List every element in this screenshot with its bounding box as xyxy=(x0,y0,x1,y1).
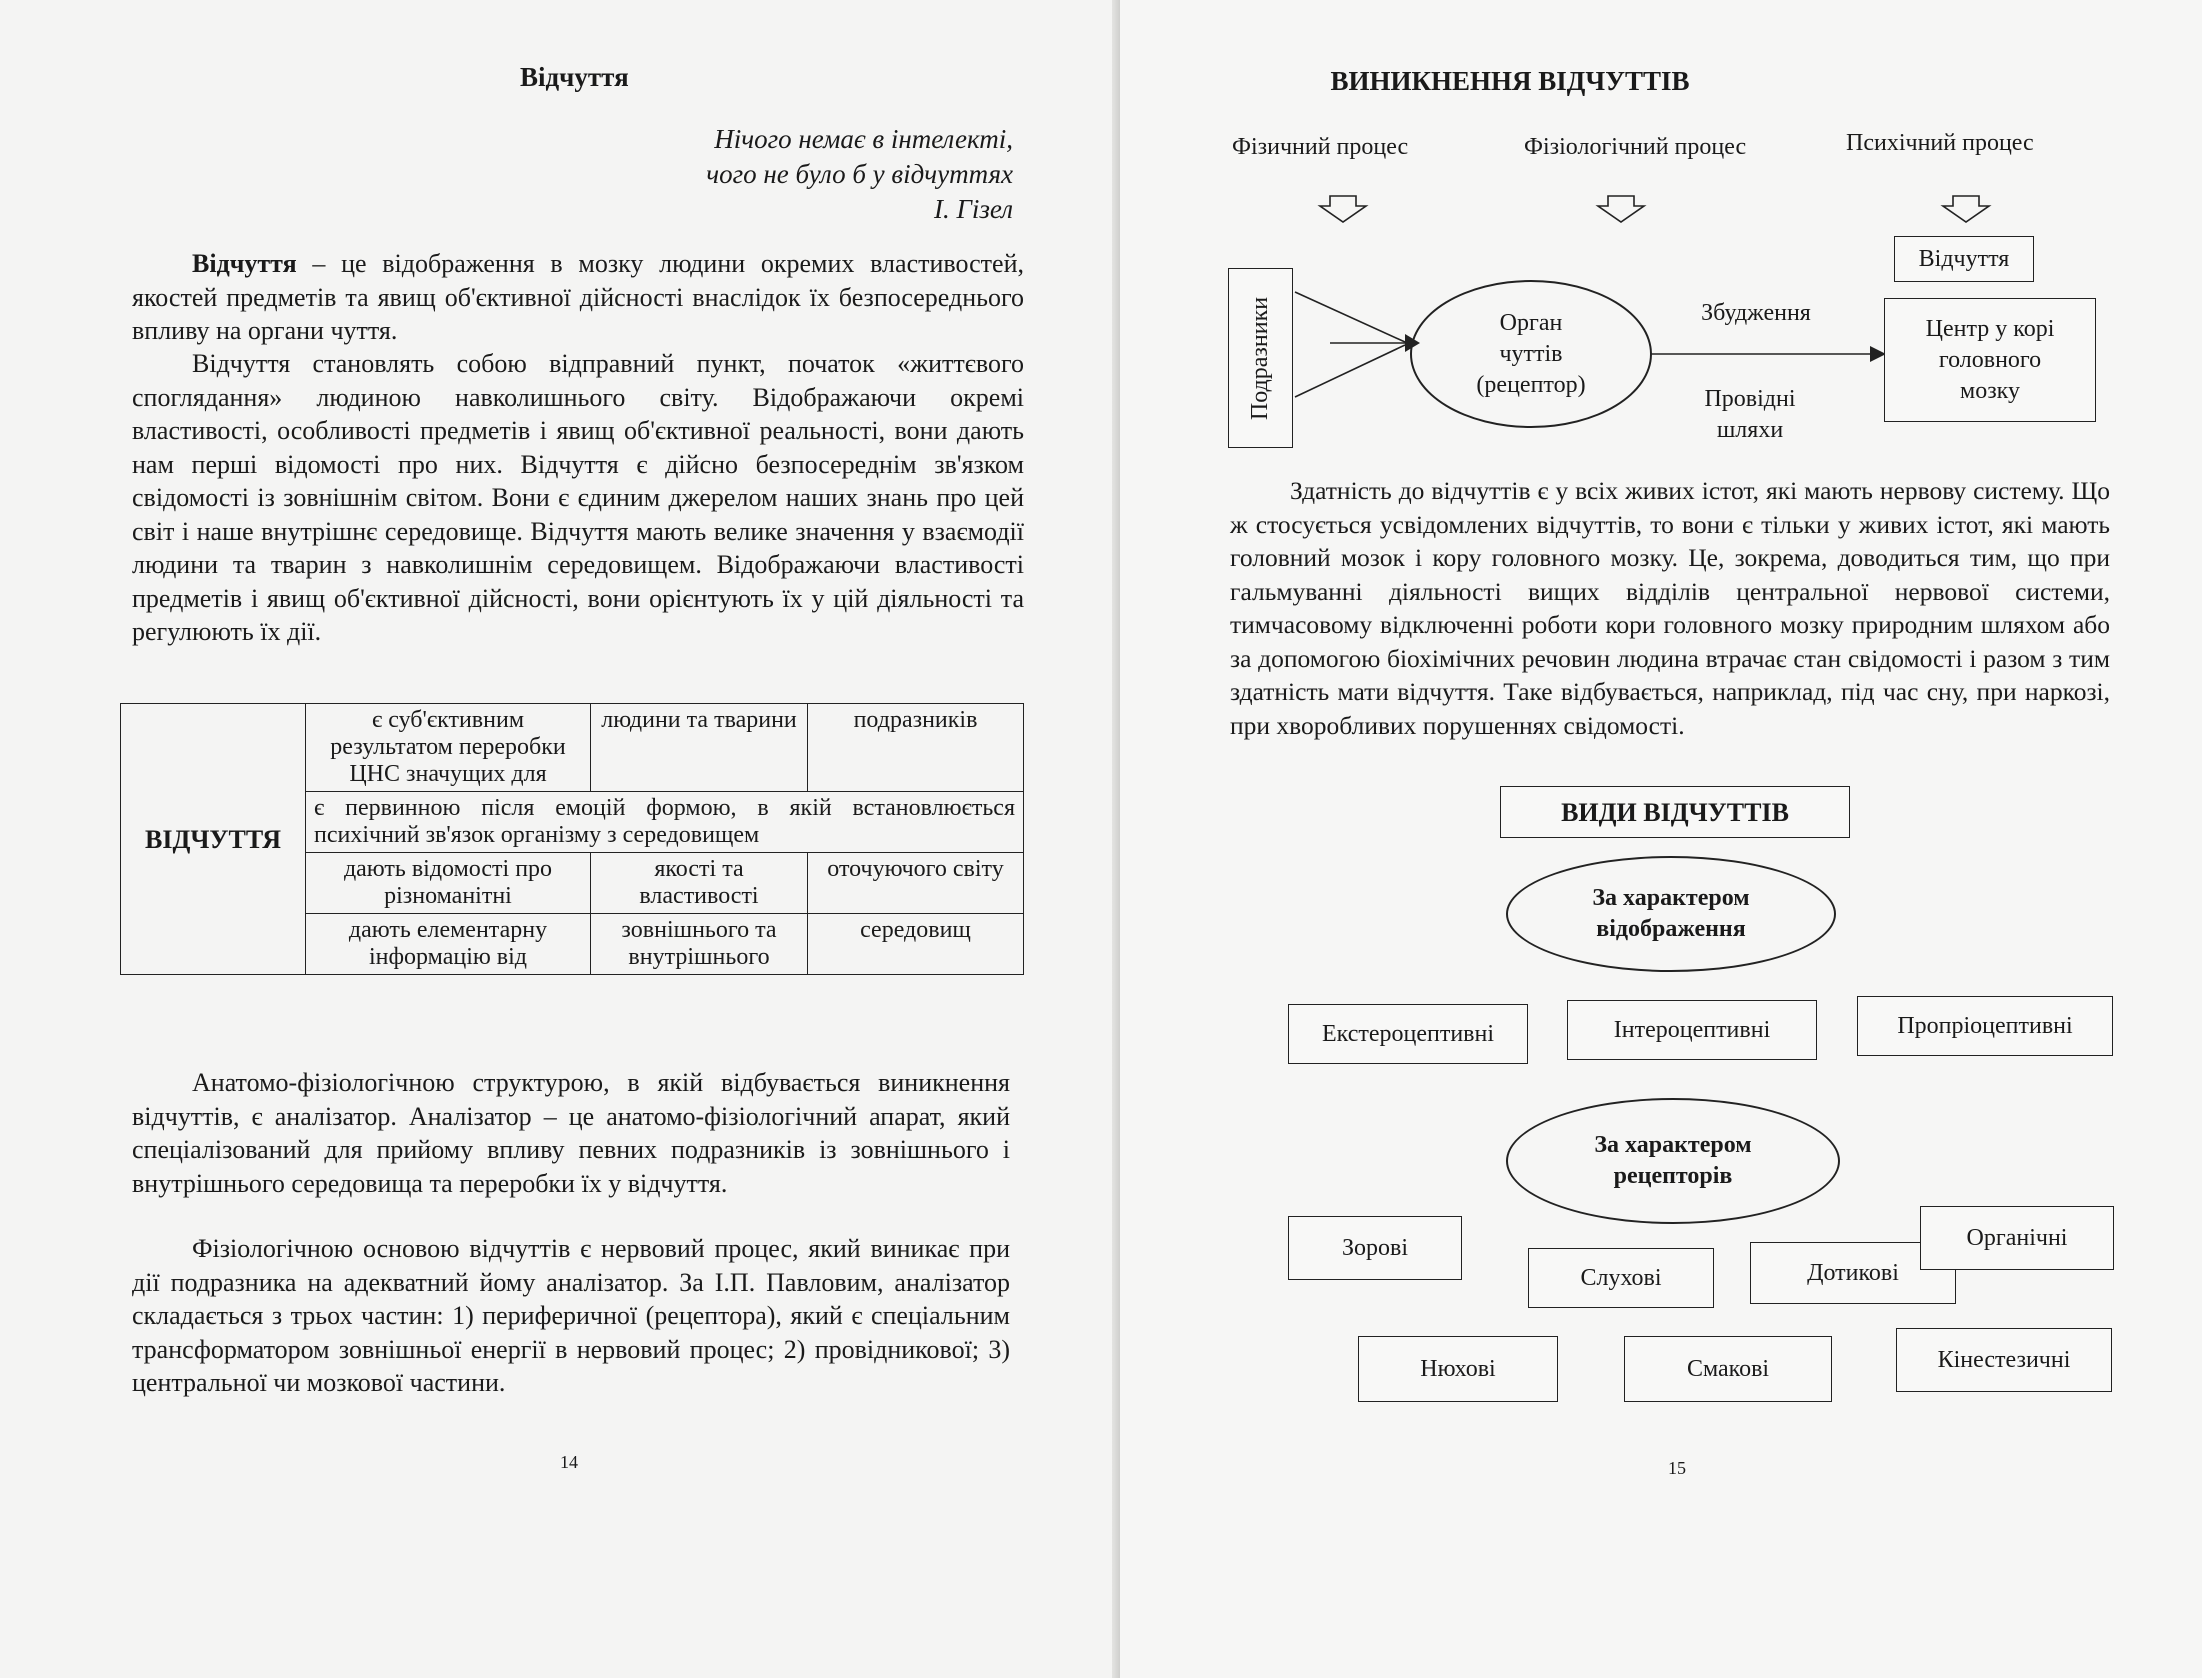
section-title: ВИНИКНЕННЯ ВІДЧУТТІВ xyxy=(1330,66,1690,96)
cortex-box xyxy=(1884,298,2096,422)
receptors-ellipse xyxy=(1506,1098,1840,1224)
ellipse-label: рецепторів xyxy=(1613,1163,1733,1189)
sensation-box: Відчуття xyxy=(1894,236,2034,282)
down-arrow-icon xyxy=(1320,196,1366,222)
ellipse-label: За характером xyxy=(1594,1132,1752,1158)
page-number: 15 xyxy=(1668,1458,1686,1478)
reflection-ellipse xyxy=(1506,856,1836,972)
ellipse-label: За характером xyxy=(1592,885,1750,911)
pathways-line: шляхи xyxy=(1716,417,1784,443)
organ-ellipse xyxy=(1410,280,1652,428)
organ-label: (рецептор) xyxy=(1476,371,1586,398)
page-number: 14 xyxy=(560,1452,578,1472)
epigraph-line: чого не було б у відчуттях xyxy=(706,159,1013,189)
type-box: Смакові xyxy=(1624,1336,1832,1402)
organ-label: чуттів xyxy=(1499,340,1563,367)
cortex-label: головного xyxy=(1938,346,2042,373)
process-label: Фізичний процес xyxy=(1232,134,1409,160)
epigraph-line: Нічого немає в інтелекті, xyxy=(714,124,1013,154)
definition-text: – це відображення в мозку людини окремих властивостей, якостей предметів та явищ об'єктивної дійсності внаслідок їх безпосереднього впливу на органи чуття. xyxy=(132,249,1024,345)
epigraph-author: І. Гізел xyxy=(934,194,1013,224)
stimuli-box xyxy=(1228,268,1293,448)
table-cell: дають елементарну інформацію від xyxy=(306,914,591,975)
term: Відчуття xyxy=(192,249,297,278)
process-label: Фізіологічний процес xyxy=(1524,134,1747,160)
right-page xyxy=(1120,0,2202,1678)
cortex-label: мозку xyxy=(1960,377,2020,404)
table-head-cell: ВІДЧУТТЯ xyxy=(121,704,306,975)
epigraph xyxy=(453,122,1013,227)
table-cell: середовищ xyxy=(808,914,1024,975)
table-cell: дають відомості про різноманітні xyxy=(306,853,591,914)
body-paragraph: Відчуття становлять собою відправний пункт, початок «життєвого споглядання» людиною навколишнього світу. Відображаючи окремі властивості, особливості предметів і явищ об'єктивної реальності, вони дають нам перші відомості про них. Відчуття є дійсно безпосереднім зв'язком свідомості із зовнішнім світом. Вони є єдиним джерелом наших знань про цей світ і наше внутрішнє середовище. Відчуття мають велике значення у взаємодії людини та тварин з навколишнім середовищем. Відображаючи властивості предметів і явищ об'єктивної дійсності, вони орієнтують їх у цій діяльності та регулюють їх дії. xyxy=(132,349,1024,646)
type-box: Органічні xyxy=(1920,1206,2114,1270)
table-cell: подразників xyxy=(808,704,1024,792)
down-arrow-icon xyxy=(1598,196,1644,222)
cortex-label: Центр у корі xyxy=(1925,315,2055,342)
type-box: Зорові xyxy=(1288,1216,1462,1280)
table-cell: є суб'єктивним результатом переробки ЦНС значущих для xyxy=(306,704,591,792)
pathways-line: Провідні xyxy=(1704,386,1796,412)
table-cell: зовнішнього та внутрішнього xyxy=(591,914,808,975)
page-title: Відчуття xyxy=(520,62,629,92)
table-cell: людини та тварини xyxy=(591,704,808,792)
type-box: Інтероцептивні xyxy=(1567,1000,1817,1060)
type-box: Екстероцептивні xyxy=(1288,1004,1528,1064)
body-paragraph: Фізіологічною основою відчуттів є нервовий процес, який виникає при дії подразника на адекватний йому аналізатор. За І.П. Павловим, аналізатор складається з трьох частин: 1) периферичної (рецептора), який є спеціальним трансформатором зовнішньої енергії в нервовий процес; 2) провідникової; 3) центральної чи мозкової частини. xyxy=(132,1234,1010,1397)
stimuli-label: Подразники xyxy=(1247,296,1273,420)
definition-paragraph xyxy=(132,247,1024,348)
types-title-box: ВИДИ ВІДЧУТТІВ xyxy=(1500,786,1850,838)
down-arrow-icon xyxy=(1943,196,1989,222)
type-box: Кінестезичні xyxy=(1896,1328,2112,1392)
type-box: Нюхові xyxy=(1358,1336,1558,1402)
type-box: Пропріоцептивні xyxy=(1857,996,2113,1056)
type-box: Слухові xyxy=(1528,1248,1714,1308)
excitation-label: Збудження xyxy=(1701,300,1811,326)
body-paragraph: Анатомо-фізіологічною структурою, в якій відбувається виникнення відчуттів, є аналізатор. Аналізатор – це анатомо-фізіологічний апарат, який спеціалізований для прийому впливу певних подразників із зовнішнього і внутрішнього середовища та переробки їх у відчуття. xyxy=(132,1068,1010,1198)
organ-label: Орган xyxy=(1499,309,1563,336)
process-label: Психічний процес xyxy=(1846,130,2034,156)
table-cell: якості та властивості xyxy=(591,853,808,914)
table-cell: оточуючого світу xyxy=(808,853,1024,914)
sensation-table xyxy=(120,703,1024,975)
pathways-label xyxy=(1690,384,1810,446)
type-box: Дотикові xyxy=(1750,1242,1956,1304)
table-cell: є первинною після емоцій формою, в якій встановлюється психічний зв'язок організму з середовищем xyxy=(306,792,1024,853)
body-paragraph: Здатність до відчуттів є у всіх живих істот, які мають нервову систему. Що ж стосується усвідомлених відчуттів, то вони є тільки у живих істот, які мають головний мозок і кору головного мозку. Це, зокрема, доводиться тим, що при гальмуванні діяльності вищих відділів центральної нервової системи, тимчасовому відключенні роботи кори головного мозку природним шляхом або за допомогою біохімічних речовин людина втрачає стан свідомості і разом з тим здатність мати відчуття. Таке відбувається, наприклад, під час сну, при наркозі, при хворобливих порушеннях свідомості. xyxy=(1230,476,2110,740)
ellipse-label: відображення xyxy=(1596,916,1746,942)
